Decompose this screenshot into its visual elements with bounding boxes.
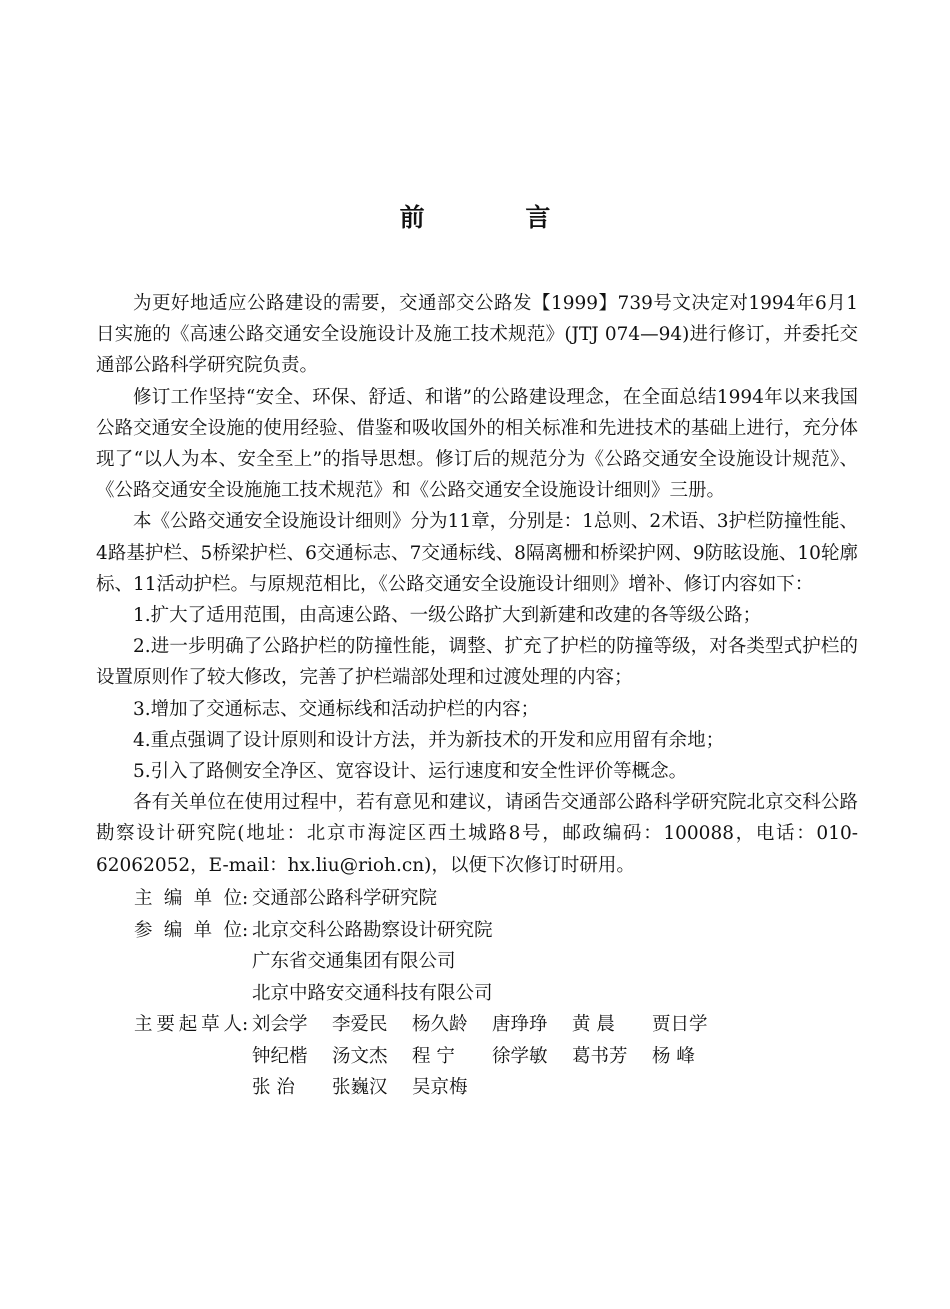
chief-unit-row: 主编单位 : 交通部公路科学研究院	[134, 883, 774, 915]
drafter-name: 张 治	[252, 1077, 295, 1098]
page-title: 前 言	[399, 203, 597, 232]
drafters-row: 主要起草人 : 刘会学 李爱民 杨久龄 唐琤琤 黄 晨 贾日学 钟纪楷 汤文杰 程 宁 徐学敏 葛书芳 杨 峰 张 治 张巍汉 吴京梅	[134, 1009, 774, 1104]
participating-unit: 广东省交通集团有限公司	[252, 951, 456, 972]
drafter-name: 张巍汉	[332, 1077, 388, 1098]
drafter-name: 贾日学	[652, 1014, 708, 1035]
drafter-name: 葛书芳	[572, 1045, 628, 1067]
drafter-name: 徐学敏	[492, 1045, 548, 1067]
participating-unit: 北京交科公路勘察设计研究院	[252, 919, 493, 941]
drafter-name: 汤文杰	[332, 1045, 388, 1067]
participating-units-row: 参编单位 : 北京交科公路勘察设计研究院 广东省交通集团有限公司 北京中路安交通科技有限公司	[134, 915, 774, 1010]
paragraph: 修订工作坚持“安全、环保、舒适、和谐”的公路建设理念，在全面总结1994年以来我国公路交通安全设施的使用经验、借鉴和吸收国外的相关标准和先进技术的基础上进行，充分体现了“以人为本、安全至上”的指导思想。修订后的规范分为《公路交通安全设施设计规范》、《公路交通安全设施施工技术规范》和《公路交通安全设施设计细则》三册。	[96, 386, 858, 502]
drafter-name: 杨久龄	[412, 1014, 468, 1035]
paragraph: 5.引入了路侧安全净区、宽容设计、运行速度和安全性评价等概念。	[133, 761, 688, 783]
drafter-name: 杨 峰	[652, 1045, 695, 1067]
chief-unit-label: 主编单位	[134, 888, 242, 909]
paragraph: 4.重点强调了设计原则和设计方法，并为新技术的开发和应用留有余地；	[133, 729, 725, 751]
drafter-name: 黄 晨	[572, 1014, 615, 1035]
drafter-name: 李爱民	[332, 1014, 388, 1035]
drafters-label: 主要起草人	[134, 1014, 242, 1035]
paragraph: 2.进一步明确了公路护栏的防撞性能，调整、扩充了护栏的防撞等级，对各类型式护栏的设置原则作了较大修改，完善了护栏端部处理和过渡处理的内容；	[96, 636, 858, 689]
drafter-name: 钟纪楷	[252, 1045, 308, 1067]
preface-body	[96, 288, 858, 881]
drafters-list	[252, 1009, 774, 1104]
credits-block	[134, 883, 774, 1104]
paragraph: 为更好地适应公路建设的需要，交通部交公路发【1999】739号文决定对1994年6月1日实施的《高速公路交通安全设施设计及施工技术规范》(JTJ 074—94)进行修订，并委托交通部公路科学研究院负责。	[96, 293, 858, 377]
participating-unit: 北京中路安交通科技有限公司	[252, 982, 493, 1004]
paragraph: 3.增加了交通标志、交通标线和活动护栏的内容；	[133, 698, 540, 720]
drafter-name: 唐琤琤	[492, 1014, 548, 1035]
drafter-name: 吴京梅	[412, 1077, 468, 1098]
drafter-name: 程 宁	[412, 1045, 455, 1067]
drafter-name: 刘会学	[252, 1014, 308, 1035]
chief-unit: 交通部公路科学研究院	[252, 888, 438, 909]
paragraph: 1.扩大了适用范围，由高速公路、一级公路扩大到新建和改建的各等级公路；	[133, 605, 762, 627]
paragraph: 本《公路交通安全设施设计细则》分为11章，分别是：1总则、2术语、3护栏防撞性能、4路基护栏、5桥梁护栏、6交通标志、7交通标线、8隔离栅和桥梁护网、9防眩设施、10轮廓标、11活动护栏。与原规范相比，《公路交通安全设施设计细则》增补、修订内容如下：	[96, 511, 858, 595]
participating-label: 参编单位	[134, 919, 242, 941]
paragraph: 各有关单位在使用过程中，若有意见和建议，请函告交通部公路科学研究院北京交科公路勘察设计研究院(地址：北京市海淀区西土城路8号，邮政编码：100088，电话：010-62062052，E-mail：hx.liu@rioh.cn)，以便下次修订时研用。	[96, 792, 858, 876]
